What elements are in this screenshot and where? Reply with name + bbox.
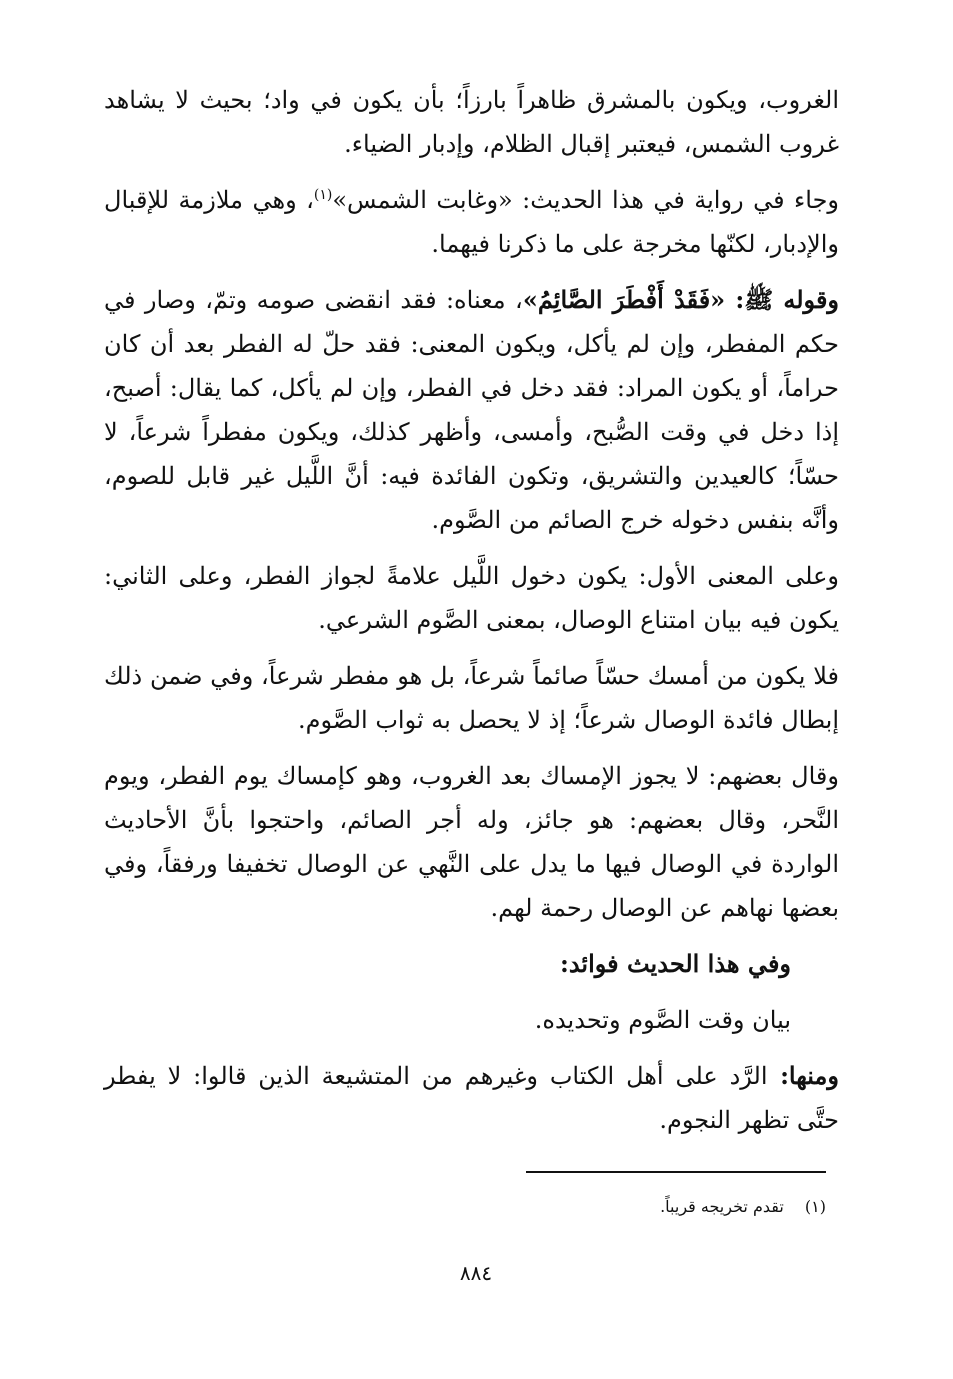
- footnote-number: (١): [804, 1197, 826, 1216]
- footnote-ref: (١): [313, 187, 333, 203]
- text-run: وعلى المعنى الأول: يكون دخول اللَّيل علامةً لجواز الفطر، وعلى الثاني: يكون فيه بيان امتناع الوصال، بمعنى الصَّوم الشرعي.: [104, 562, 839, 634]
- text-run: فلا يكون من أمسك حسّاً صائماً شرعاً، بل هو مفطر شرعاً، وفي ضمن ذلك إبطال فائدة الوصال شرعاً؛ إذ لا يحصل به ثواب الصَّوم.: [104, 662, 839, 734]
- paragraph: [104, 998, 839, 1042]
- paragraph: [104, 78, 839, 166]
- page-body: [104, 78, 839, 1154]
- text-run: وفي هذا الحديث فوائد:: [559, 949, 791, 978]
- paragraph: [104, 1054, 839, 1142]
- text-run: وجاء في رواية في هذا الحديث: «وغابت الشمس»: [332, 186, 840, 214]
- text-run: «فَقَدْ أَفْطَرَ الصَّائِمُ»: [522, 285, 726, 314]
- paragraph: [104, 654, 839, 742]
- page-number: ٨٨٤: [459, 1261, 493, 1285]
- text-run: ، وهي ملازمة للإقبال والإدبار، لكنّها مخرجة على ما ذكرنا فيهما.: [104, 186, 839, 258]
- text-run: الغروب، ويكون بالمشرق ظاهراً بارزاً؛ بأن يكون في واد؛ بحيث لا يشاهد غروب الشمس، فيعتبر إقبال الظلام، وإدبار الضياء.: [104, 86, 839, 158]
- footnote-divider: [526, 1171, 826, 1173]
- paragraph: [104, 554, 839, 642]
- text-run: ومنها:: [767, 1061, 839, 1090]
- text-run: وقال بعضهم: لا يجوز الإمساك بعد الغروب، وهو كإمساك يوم الفطر، ويوم النَّحر، وقال بعضهم: هو جائز، وله أجر الصائم، واحتجوا بأنَّ الأحاديث الواردة في الوصال فيها ما يدل على النَّهي عن الوصال تخفيفا ورفقاً، وفي بعضها نهاهم عن الوصال رحمة لهم.: [104, 762, 839, 922]
- paragraph: [104, 278, 839, 542]
- paragraph: [104, 178, 839, 266]
- footnote: [560, 1194, 826, 1220]
- text-run: ، معناه: فقد انقضى صومه وتمّ، وصار في حكم المفطر، وإن لم يأكل، ويكون المعنى: فقد حلّ له الفطر بعد أن كان حراماً، أو يكون المراد: فقد دخل في الفطر، وإن لم يأكل، كما يقال: أصبح، إذا دخل في وقت الصُّبح، وأمسى، وأظهر كذلك، ويكون مفطراً شرعاً، لا حسّاً؛ كالعيدين والتشريق، وتكون الفائدة فيه: أنَّ اللَّيل غير قابل للصوم، وأنَّه بنفس دخوله خرج الصائم من الصَّوم.: [104, 286, 840, 534]
- text-run: وقوله ﷺ:: [725, 285, 840, 314]
- paragraph: [104, 754, 839, 930]
- text-run: بيان وقت الصَّوم وتحديده.: [534, 1006, 791, 1034]
- paragraph: [104, 942, 839, 986]
- text-run: الرَّد على أهل الكتاب وغيرهم من المتشيعة الذين قالوا: لا يفطر حتَّى تظهر النجوم.: [104, 1062, 839, 1134]
- footnote-text: تقدم تخريجه قريباً.: [660, 1197, 784, 1216]
